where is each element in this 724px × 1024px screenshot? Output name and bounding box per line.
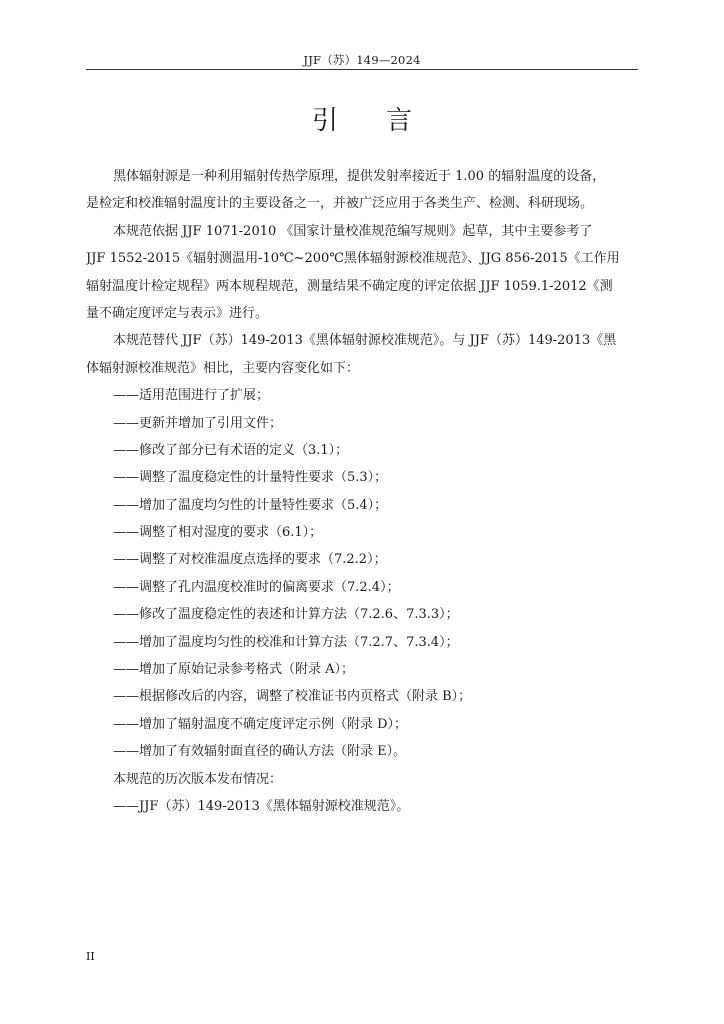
change-item: ——增加了辐射温度不确定度评定示例（附录 D）；	[113, 716, 408, 732]
text-line: 是检定和校准辐射温度计的主要设备之一，并被广泛应用于各类生产、检测、科研现场。	[86, 196, 594, 212]
text-line: 体辐射源校准规范》相比，主要内容变化如下：	[86, 360, 360, 376]
change-item: ——调整了对校准温度点选择的要求（7.2.2）；	[113, 552, 387, 568]
change-item: ——增加了温度均匀性的计量特性要求（5.4）；	[113, 497, 388, 513]
body-text	[86, 163, 638, 820]
page-number: II	[86, 950, 95, 963]
change-item: ——调整了相对湿度的要求（6.1）；	[113, 525, 323, 541]
text-line: JJF 1552-2015《辐射测温用-10℃~200℃黑体辐射源校准规范》、JJG 856-2015《工作用	[86, 251, 620, 267]
paragraph-basis	[86, 218, 638, 328]
change-item: ——增加了原始记录参考格式（附录 A）；	[113, 662, 355, 678]
change-item: ——根据修改后的内容，调整了校准证书内页格式（附录 B）；	[113, 689, 472, 705]
version-history	[86, 766, 638, 821]
header-rule	[86, 69, 638, 70]
history-item: ——JJF（苏）149-2013《黑体辐射源校准规范》。	[113, 798, 410, 814]
change-item: ——更新并增加了引用文件；	[113, 415, 283, 431]
page-title: 引言	[311, 106, 460, 136]
change-item: ——适用范围进行了扩展；	[113, 388, 270, 404]
change-item: ——增加了有效辐射面直径的确认方法（附录 E）。	[113, 744, 407, 760]
paragraph-replacement	[86, 327, 638, 382]
change-item: ——修改了温度稳定性的表述和计算方法（7.2.6、7.3.3）；	[113, 607, 459, 623]
change-item: ——调整了孔内温度校准时的偏离要求（7.2.4）；	[113, 579, 400, 595]
text-line: 本规范依据 JJF 1071-2010 《国家计量校准规范编写规则》起草，其中主要参考了	[113, 223, 593, 239]
running-header: JJF（苏）149—2024	[303, 53, 421, 67]
change-item: ——增加了温度均匀性的校准和计算方法（7.2.7、7.3.4）；	[113, 634, 459, 650]
paragraph-intro	[86, 163, 638, 218]
history-heading: 本规范的历次版本发布情况：	[113, 771, 283, 787]
text-line: 辐射温度计检定规程》两本规程规范，测量结果不确定度的评定依据 JJF 1059.1-2012《测	[86, 278, 613, 294]
text-line: 本规范替代 JJF（苏）149-2013《黑体辐射源校准规范》。与 JJF（苏）149-2013《黑	[113, 333, 617, 349]
text-line: 黑体辐射源是一种利用辐射传热学原理，提供发射率接近于 1.00 的辐射温度的设备，	[113, 169, 606, 184]
change-list	[86, 382, 638, 765]
change-item: ——修改了部分已有术语的定义（3.1）；	[113, 442, 349, 458]
change-item: ——调整了温度稳定性的计量特性要求（5.3）；	[113, 470, 388, 486]
text-line: 量不确定度评定与表示》进行。	[86, 305, 269, 321]
